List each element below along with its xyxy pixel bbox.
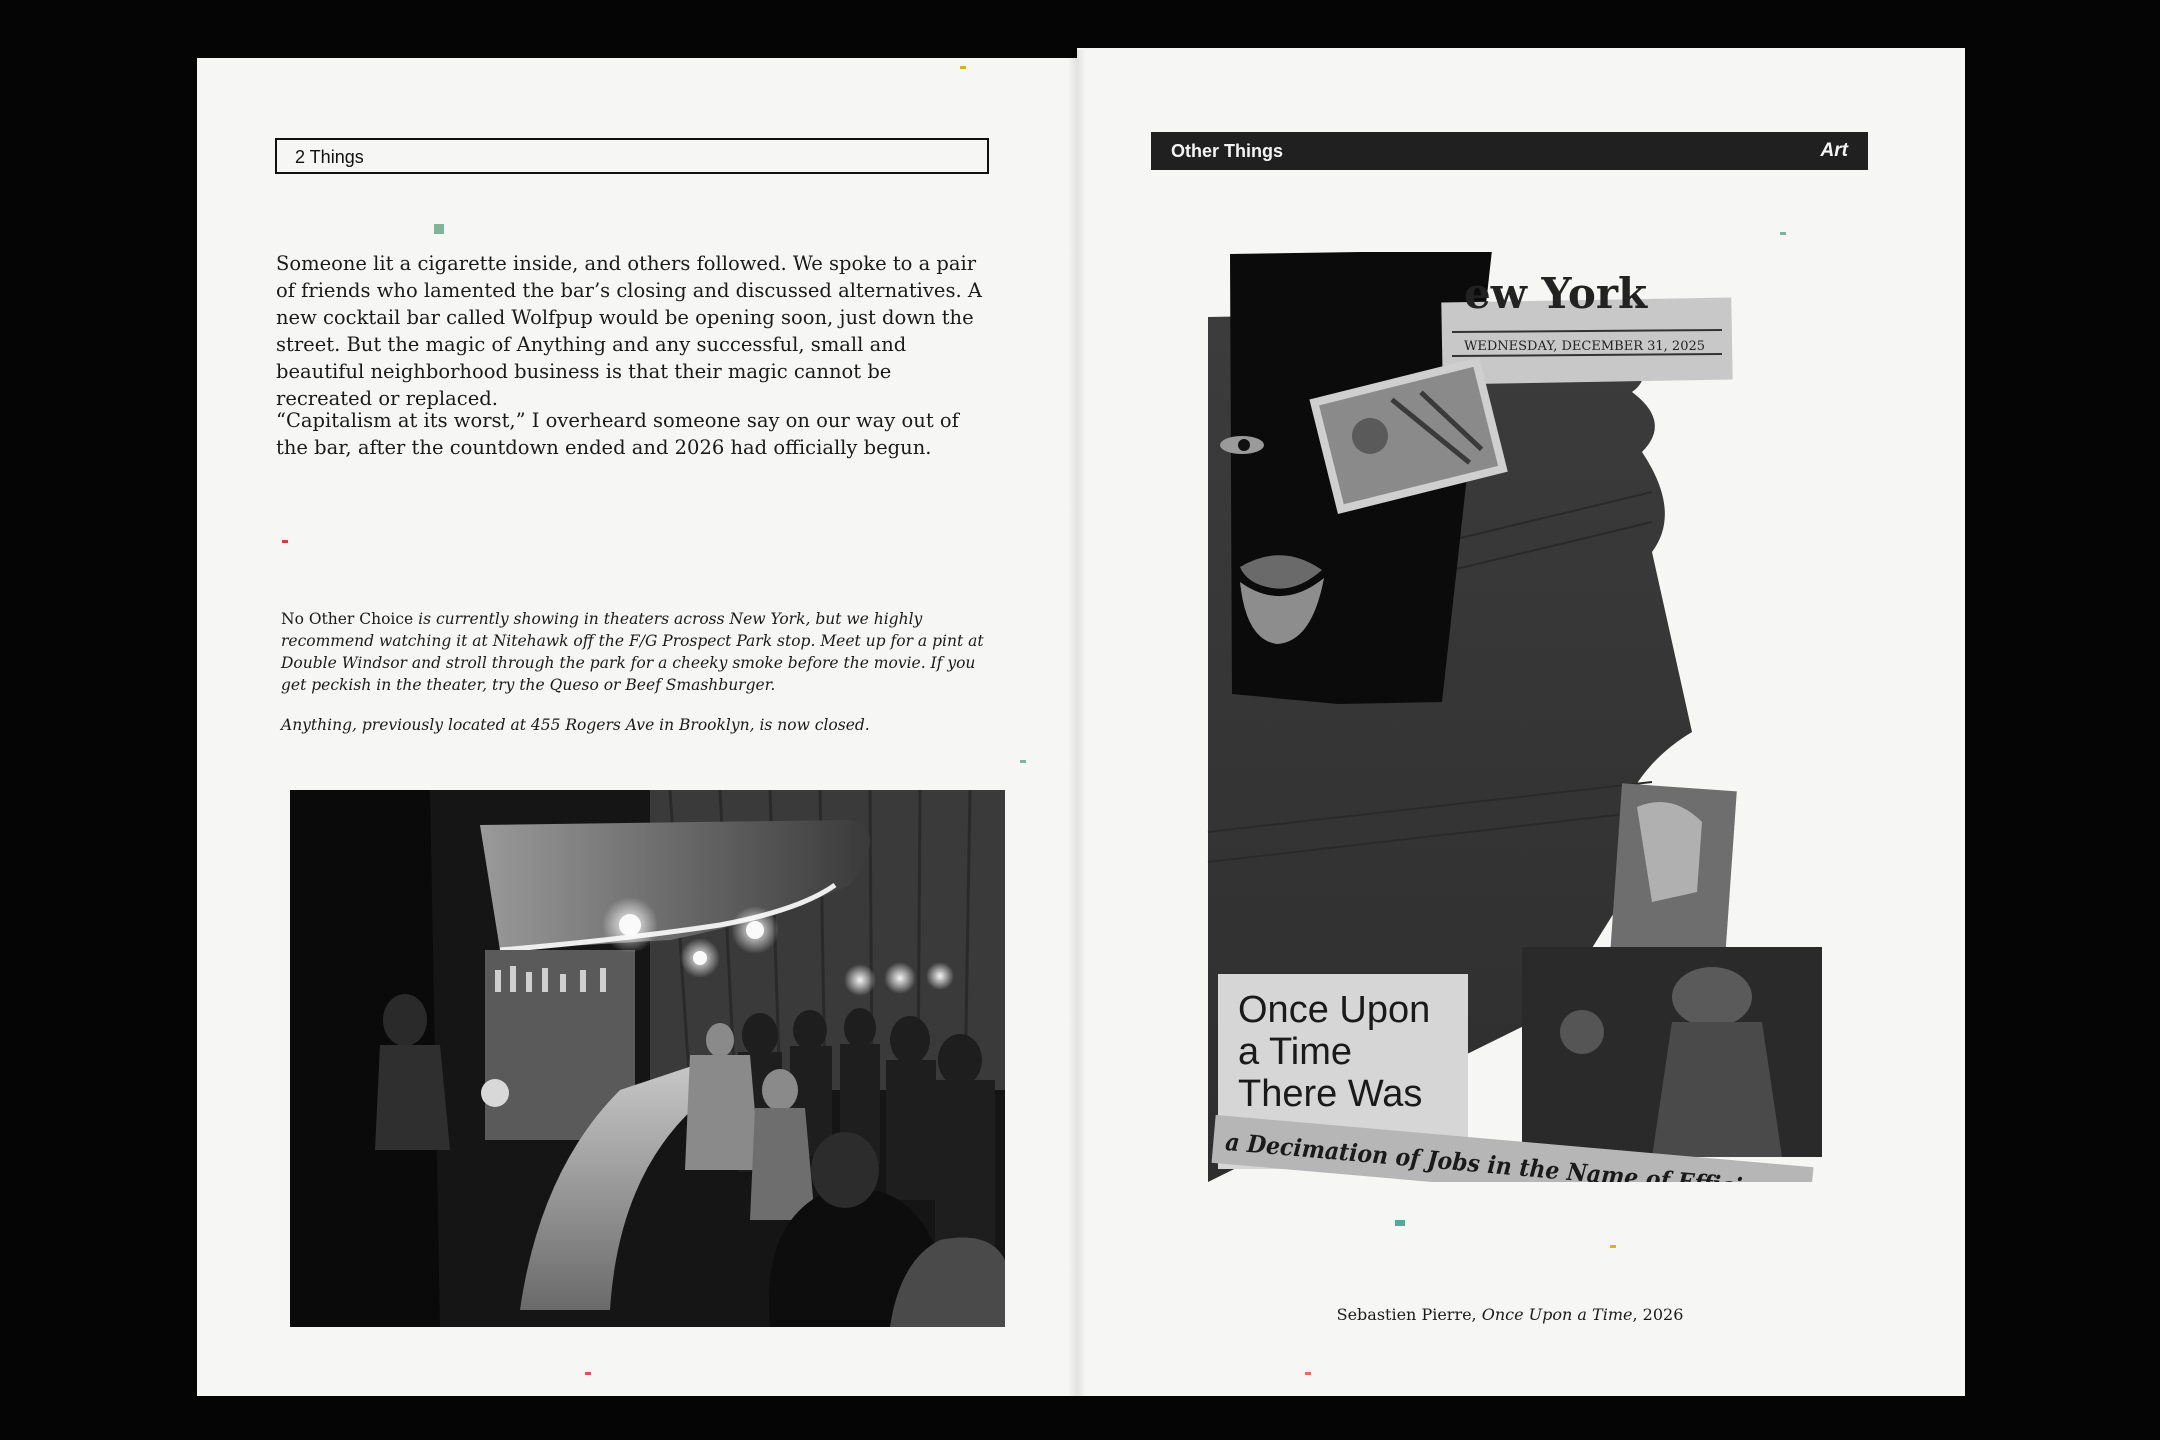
ink-speck xyxy=(434,224,444,234)
artwork-caption xyxy=(1150,1305,1870,1324)
body-paragraph: “Capitalism at its worst,” I overheard someone say on our way out of the bar, after the countdown ended and 2026 had officially begun. xyxy=(276,409,959,459)
ink-speck xyxy=(1610,1245,1616,1248)
ink-speck xyxy=(1020,760,1026,763)
ink-speck xyxy=(282,540,288,543)
section-tag: Art xyxy=(1820,140,1848,161)
closing-note: Anything, previously located at 455 Rogers Ave in Brooklyn, is now closed. xyxy=(281,716,870,734)
caption-year: , 2026 xyxy=(1632,1305,1684,1324)
page-gutter xyxy=(1068,50,1086,1396)
left-section-header xyxy=(275,138,989,174)
caption-work-title: Once Upon a Time xyxy=(1481,1305,1633,1324)
bar-photo xyxy=(290,790,1005,1327)
left-section-header-label: 2 Things xyxy=(295,147,364,167)
collage-title-line-3: There Was xyxy=(1238,1073,1423,1115)
ink-speck xyxy=(1395,1220,1405,1226)
collage-artwork xyxy=(1202,252,1832,1182)
collage-subtitle: a Decimation of Jobs in the Name of Efficiency xyxy=(1224,1126,1832,1182)
bar-photo-image xyxy=(290,790,1005,1327)
collage-title-line-1: Once Upon xyxy=(1238,989,1431,1031)
masthead-fragment: ew York xyxy=(1464,269,1648,318)
body-paragraph: Someone lit a cigarette inside, and others followed. We spoke to a pair of friends who lamented the bar’s closing and discussed alternatives. A new cocktail bar called Wolfpup would be opening soon, just down the street. But the magic of Anything and any successful, small and beautiful neighborhood business is that their magic cannot be recreated or replaced. xyxy=(276,252,982,410)
venue-note-text: is currently showing in theaters across New York, but we highly recommend watching it at Nitehawk off the F/G Prospect Park stop. Meet up for a pint at Double Windsor and stroll through the park for a cheeky smoke before the movie. If you get peckish in the theater, try the Queso or Beef Smashburger. xyxy=(281,610,984,694)
ink-speck xyxy=(1305,1372,1311,1375)
collage-image xyxy=(1202,252,1832,1182)
caption-artist: Sebastien Pierre, xyxy=(1336,1305,1482,1324)
film-title: No Other Choice xyxy=(281,610,414,628)
ink-speck xyxy=(960,66,966,69)
ink-speck xyxy=(1780,232,1786,235)
collage-title-line-2: a Time xyxy=(1238,1031,1353,1073)
right-section-header xyxy=(1151,132,1868,170)
right-section-header-label: Other Things xyxy=(1171,141,1283,161)
venue-note xyxy=(281,608,991,696)
dateline: WEDNESDAY, DECEMBER 31, 2025 xyxy=(1464,339,1706,354)
ink-speck xyxy=(585,1372,591,1375)
